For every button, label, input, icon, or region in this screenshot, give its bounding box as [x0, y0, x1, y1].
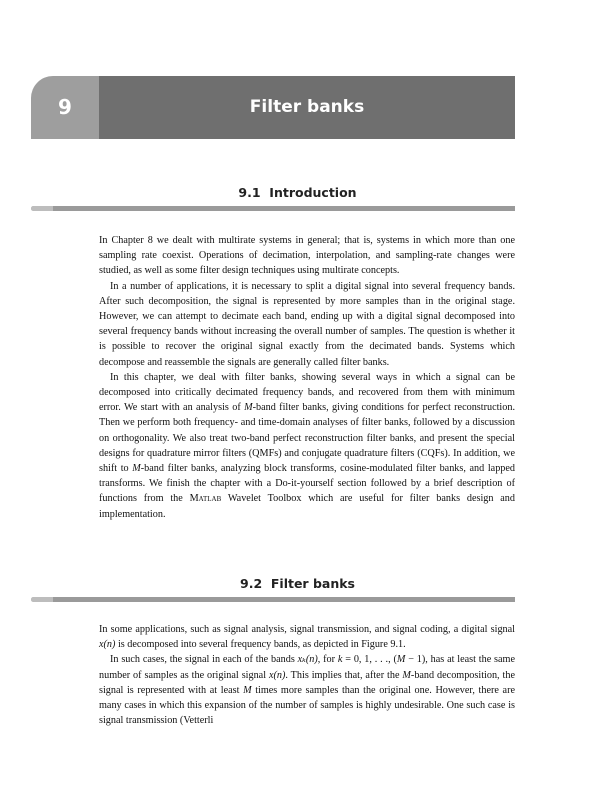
section-heading-introduction [120, 185, 475, 200]
section-title: Introduction [269, 185, 357, 200]
section-rule [31, 206, 515, 211]
section-rule [31, 597, 515, 602]
chapter-title-box [99, 76, 515, 139]
filter-banks-body [99, 622, 515, 728]
paragraph: In such cases, the signal in each of the bands xₖ(n), for k = 0, 1, . . ., (M − 1), has at least the same number of samples as the original signal x(n). This implies that, after the M-band decomposition, the signal is represented with at least M times more samples than the original one. However, there are many cases in which this expansion of the number of samples is highly undesirable. One such case is signal transmission (Vetterli [99, 654, 515, 727]
chapter-number-box [31, 76, 99, 139]
paragraph: In some applications, such as signal analysis, signal transmission, and signal coding, a digital signal x(n) is decomposed into several frequency bands, as depicted in Figure 9.1. [99, 624, 515, 651]
paragraph: In Chapter 8 we dealt with multirate systems in general; that is, systems in which more than one sampling rate coexist. Operations of decimation, interpolation, and sampling-rate changes were studied, as well as some filter design techniques using multirate concepts. [99, 235, 515, 277]
introduction-body [99, 233, 515, 522]
chapter-number: 9 [58, 95, 72, 119]
chapter-banner [31, 76, 515, 139]
section-number: 9.1 [238, 185, 261, 200]
paragraph: In this chapter, we deal with filter banks, showing several ways in which a signal can be decomposed into critically decimated frequency bands, and recovered from them with minimum error. We start with an analysis of M-band filter banks, giving conditions for perfect reconstruction. Then we perform both frequency- and time-domain analyses of filter banks, followed by a discussion on orthogonality. We also treat two-band perfect reconstruction filter banks, and present the special designs for quadrature mirror filters (QMFs) and conjugate quadrature filters (CQFs). In addition, we shift to M-band filter banks, analyzing block transforms, cosine-modulated filter banks, and lapped transforms. We finish the chapter with a Do-it-yourself section followed by a brief description of functions from the Matlab Wavelet Toolbox which are useful for filter banks design and implementation. [99, 371, 515, 520]
section-heading-filter-banks [120, 576, 475, 591]
section-title: Filter banks [270, 576, 355, 591]
section-number: 9.2 [240, 576, 263, 591]
paragraph: In a number of applications, it is necessary to split a digital signal into several frequency bands. After such decomposition, the signal is represented by more samples than in the original stage. However, we can attempt to decimate each band, ending up with a digital signal decomposed into several frequency bands without increasing the overall number of samples. The question is whether it is possible to recover the original signal exactly from the decimated bands. Systems which decompose and reassemble the signals are generally called filter banks. [99, 280, 515, 368]
chapter-title: Filter banks [249, 97, 365, 117]
